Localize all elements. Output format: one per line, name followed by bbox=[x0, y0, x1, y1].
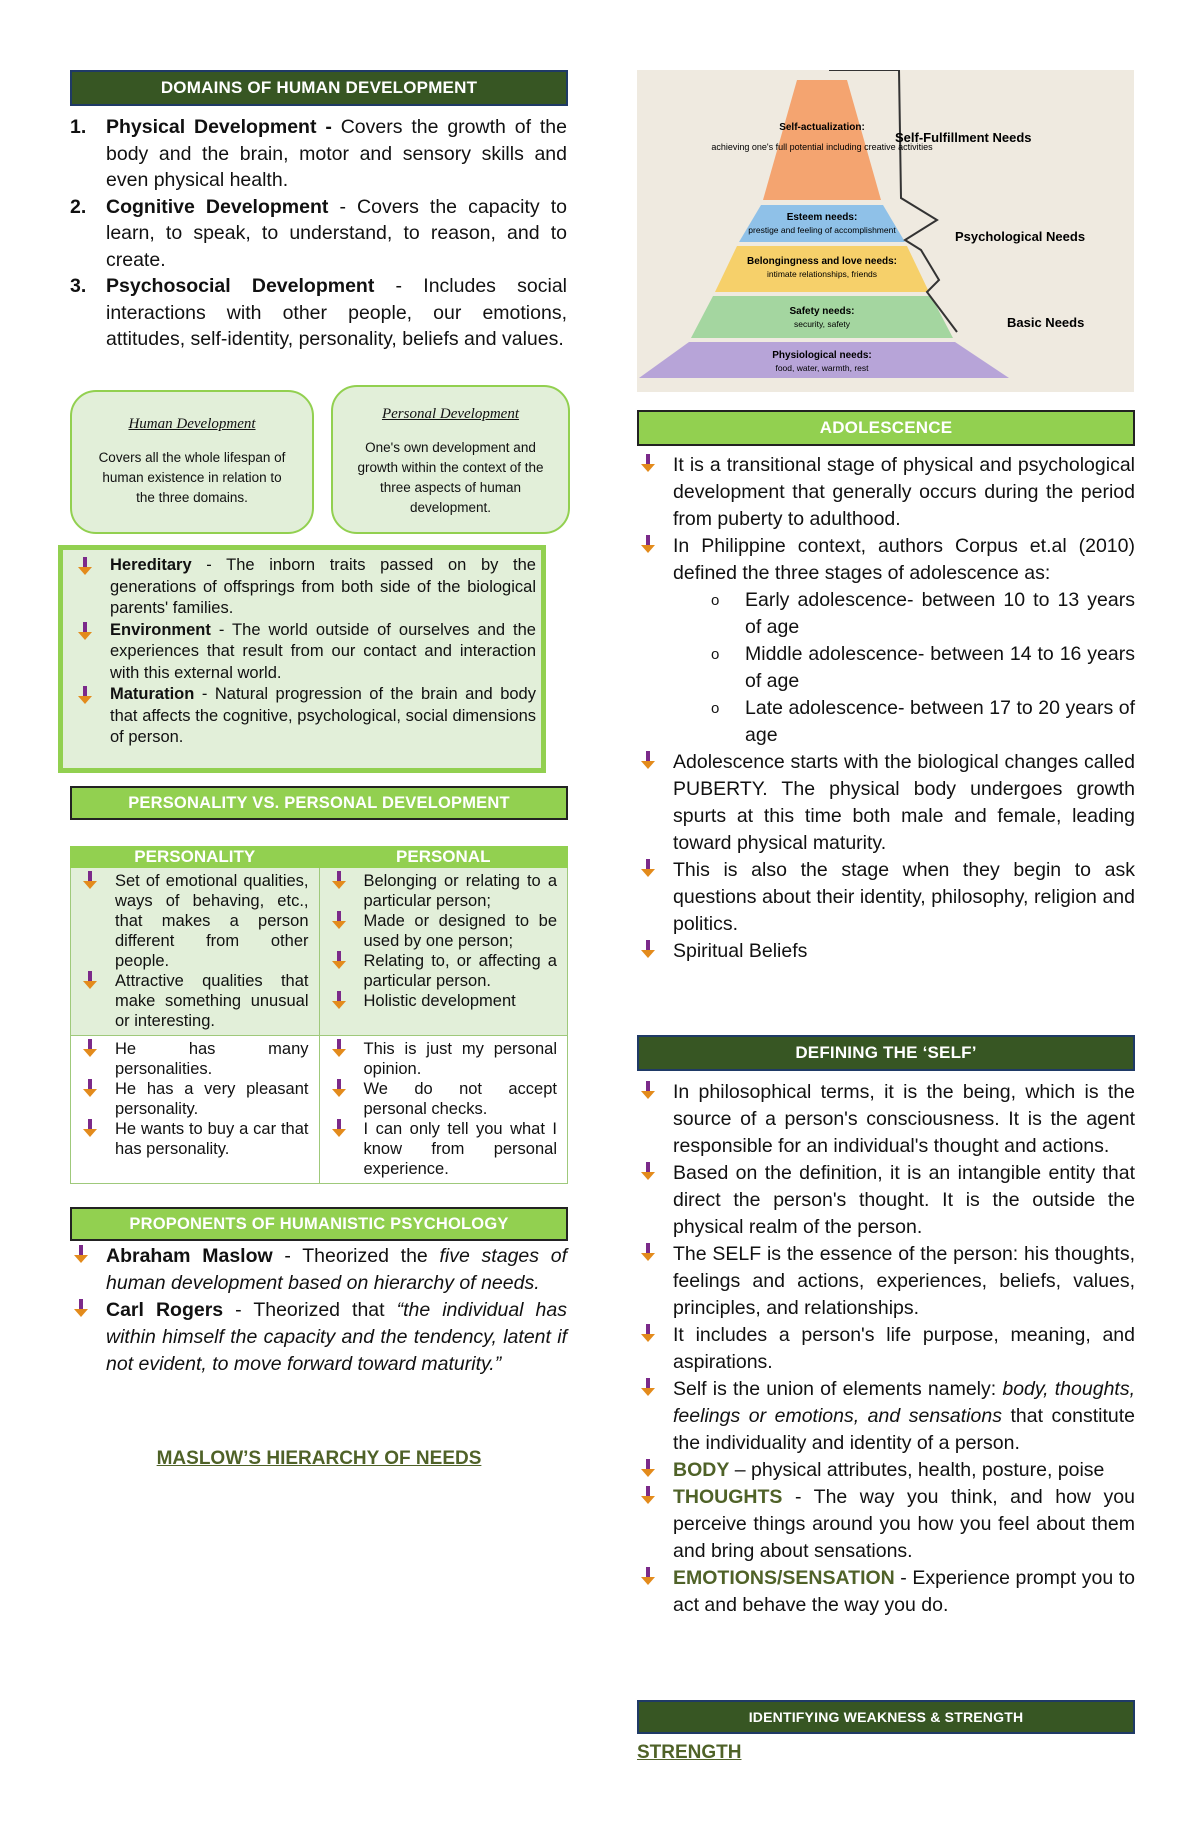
domains-banner: DOMAINS OF HUMAN DEVELOPMENT bbox=[70, 70, 568, 106]
list-item: It includes a person's life purpose, meaning, and aspirations. bbox=[637, 1322, 1135, 1376]
list-item: Holistic development bbox=[330, 991, 558, 1011]
pyramid-label: Belongingness and love needs: bbox=[746, 256, 898, 267]
arrow-bullet-icon bbox=[332, 871, 346, 889]
bubble-title: Personal Development bbox=[381, 406, 520, 422]
comparison-table bbox=[70, 846, 568, 1184]
arrow-bullet-icon bbox=[641, 1243, 655, 1261]
arrow-bullet-icon bbox=[332, 1039, 346, 1057]
arrow-bullet-icon bbox=[332, 911, 346, 929]
list-item: In philosophical terms, it is the being, which is the source of a person's consciousness. It is the agent responsible for an individual's thought and actions. bbox=[637, 1079, 1135, 1160]
pyramid-sublabel: prestige and feeling of accomplishment bbox=[748, 225, 896, 235]
arrow-bullet-icon bbox=[641, 535, 655, 553]
list-item: EMOTIONS/SENSATION - Experience prompt you to act and behave the way you do. bbox=[637, 1565, 1135, 1619]
list-item: Self is the union of elements namely: body, thoughts, feelings or emotions, and sensations that constitute the individuality and identity of a person. bbox=[637, 1376, 1135, 1457]
arrow-bullet-icon bbox=[332, 991, 346, 1009]
self-list bbox=[637, 1079, 1135, 1619]
list-item: o Late adolescence- between 17 to 20 years of age bbox=[711, 697, 1135, 746]
list-item: Made or designed to be used by one person; bbox=[330, 911, 558, 951]
bubble-title: Human Development bbox=[128, 416, 256, 432]
list-item: Hereditary - The inborn traits passed on by the generations of offsprings from both side of the biological parents' families. bbox=[74, 555, 536, 620]
arrow-bullet-icon bbox=[83, 1079, 97, 1097]
stages-list bbox=[673, 587, 1135, 749]
list-item: 1. Physical Development - Covers the growth of the body and the brain, motor and sensory skills and even physical health. bbox=[70, 116, 567, 191]
table-cell bbox=[319, 1036, 568, 1184]
circle-bullet-icon: o bbox=[711, 592, 720, 609]
pyramid-level-2 bbox=[739, 205, 905, 242]
strength-heading: STRENGTH bbox=[637, 1742, 742, 1763]
human-development-bubble bbox=[70, 390, 314, 534]
arrow-bullet-icon bbox=[332, 1079, 346, 1097]
pyramid-sublabel: achieving one's full potential including creative activities bbox=[711, 142, 933, 152]
pyramid-label: Self-actualization: bbox=[779, 122, 865, 133]
arrow-bullet-icon bbox=[83, 1119, 97, 1137]
table-cell bbox=[319, 868, 568, 1036]
list-item: The SELF is the essence of the person: his thoughts, feelings and actions, experiences, beliefs, values, principles, and relationships. bbox=[637, 1241, 1135, 1322]
pyramid-svg bbox=[637, 70, 1134, 392]
arrow-bullet-icon bbox=[83, 971, 97, 989]
pyramid-level-1 bbox=[763, 80, 881, 200]
list-item: 3. Psychosocial Development - Includes social interactions with other people, our emotions, attitudes, self-identity, personality, beliefs and values. bbox=[70, 275, 567, 350]
list-item: He has a very pleasant personality. bbox=[81, 1079, 309, 1119]
list-item: I can only tell you what I know from personal experience. bbox=[330, 1119, 558, 1179]
pyramid-label: Safety needs: bbox=[789, 306, 855, 317]
arrow-bullet-icon bbox=[332, 951, 346, 969]
column-header: PERSONAL bbox=[319, 847, 568, 868]
arrow-bullet-icon bbox=[641, 1378, 655, 1396]
domains-list bbox=[70, 114, 567, 353]
list-item: THOUGHTS - The way you think, and how you perceive things around you how you feel about them and bring about sensations. bbox=[637, 1484, 1135, 1565]
arrow-bullet-icon bbox=[641, 1486, 655, 1504]
maslow-pyramid-figure bbox=[637, 70, 1134, 392]
list-item: Set of emotional qualities, ways of behaving, etc., that makes a person different from other people. bbox=[81, 871, 309, 971]
arrow-bullet-icon bbox=[641, 1162, 655, 1180]
list-item: He has many personalities. bbox=[81, 1039, 309, 1079]
arrow-bullet-icon bbox=[332, 1119, 346, 1137]
pyramid-label: Physiological needs: bbox=[772, 350, 872, 361]
list-item: Relating to, or affecting a particular person. bbox=[330, 951, 558, 991]
list-item: We do not accept personal checks. bbox=[330, 1079, 558, 1119]
list-item: Attractive qualities that make something unusual or interesting. bbox=[81, 971, 309, 1031]
list-item: Belonging or relating to a particular person; bbox=[330, 871, 558, 911]
list-item: Environment - The world outside of ourselves and the experiences that result from our contact and interaction with this external world. bbox=[74, 620, 536, 685]
arrow-bullet-icon bbox=[83, 1039, 97, 1057]
pyramid-label: Esteem needs: bbox=[786, 212, 858, 223]
arrow-bullet-icon bbox=[78, 686, 92, 704]
factors-list bbox=[74, 555, 536, 749]
adolescence-list bbox=[637, 452, 1135, 965]
list-item: o Early adolescence- between 10 to 13 years of age bbox=[711, 589, 1135, 638]
list-item: Maturation - Natural progression of the brain and body that affects the cognitive, psychological, social dimensions of person. bbox=[74, 684, 536, 749]
adolescence-banner: ADOLESCENCE bbox=[637, 410, 1135, 446]
table-cell bbox=[71, 868, 320, 1036]
circle-bullet-icon: o bbox=[711, 700, 720, 717]
arrow-bullet-icon bbox=[641, 454, 655, 472]
list-item: Adolescence starts with the biological changes called PUBERTY. The physical body undergoes growth spurts at this time both male and female, leading toward physical maturity. bbox=[637, 749, 1135, 857]
arrow-bullet-icon bbox=[641, 1081, 655, 1099]
list-item: It is a transitional stage of physical and psychological development that generally occurs during the period from puberty to adulthood. bbox=[637, 452, 1135, 533]
list-item: Spiritual Beliefs bbox=[637, 938, 1135, 965]
personality-vs-banner: PERSONALITY VS. PERSONAL DEVELOPMENT bbox=[70, 786, 568, 820]
pyramid-sublabel: intimate relationships, friends bbox=[766, 269, 878, 279]
arrow-bullet-icon bbox=[641, 859, 655, 877]
arrow-bullet-icon bbox=[641, 1459, 655, 1477]
pyramid-level-4 bbox=[691, 296, 953, 338]
arrow-bullet-icon bbox=[641, 751, 655, 769]
group-label: Psychological Needs bbox=[955, 229, 1086, 244]
list-item: This is also the stage when they begin to ask questions about their identity, philosophy, religion and politics. bbox=[637, 857, 1135, 938]
list-item: He wants to buy a car that has personality. bbox=[81, 1119, 309, 1159]
circle-bullet-icon: o bbox=[711, 646, 720, 663]
table-cell bbox=[71, 1036, 320, 1184]
maslow-heading: MASLOW’S HIERARCHY OF NEEDS bbox=[156, 1448, 482, 1469]
column-header: PERSONALITY bbox=[71, 847, 320, 868]
weakness-strength-banner: IDENTIFYING WEAKNESS & STRENGTH bbox=[637, 1700, 1135, 1734]
arrow-bullet-icon bbox=[83, 871, 97, 889]
arrow-bullet-icon bbox=[78, 622, 92, 640]
pyramid-sublabel: food, water, warmth, rest bbox=[775, 363, 869, 373]
list-item: Based on the definition, it is an intangible entity that direct the person's thought. It is the outside the physical realm of the person. bbox=[637, 1160, 1135, 1241]
list-item: 2. Cognitive Development - Covers the capacity to learn, to speak, to understand, to reason, and to create. bbox=[70, 195, 567, 271]
list-item: In Philippine context, authors Corpus et.al (2010) defined the three stages of adolescence as: o Early adolescence- between 10 to 13 years of age o Middle adolescence- between 14 to 16 years of age o Late adolescence- between 17 to 20 years of age bbox=[637, 533, 1135, 749]
arrow-bullet-icon bbox=[641, 940, 655, 958]
arrow-bullet-icon bbox=[74, 1299, 88, 1317]
group-label: Basic Needs bbox=[1007, 315, 1085, 330]
personal-development-bubble bbox=[331, 385, 570, 534]
list-item: BODY – physical attributes, health, posture, poise bbox=[637, 1457, 1135, 1484]
proponents-banner: PROPONENTS OF HUMANISTIC PSYCHOLOGY bbox=[70, 1207, 568, 1241]
defining-self-banner: DEFINING THE ‘SELF’ bbox=[637, 1035, 1135, 1071]
arrow-bullet-icon bbox=[78, 557, 92, 575]
pyramid-sublabel: security, safety bbox=[793, 319, 851, 329]
arrow-bullet-icon bbox=[641, 1324, 655, 1342]
bubble-text: Covers all the whole lifespan of human existence in relation to the three domains. bbox=[98, 450, 286, 505]
list-item: This is just my personal opinion. bbox=[330, 1039, 558, 1079]
list-item: o Middle adolescence- between 14 to 16 years of age bbox=[711, 643, 1135, 692]
group-label: Self-Fulfillment Needs bbox=[895, 130, 1032, 145]
arrow-bullet-icon bbox=[641, 1567, 655, 1585]
bubble-text: One's own development and growth within the context of the three aspects of human development. bbox=[357, 440, 544, 515]
list-item: Carl Rogers - Theorized that “the individual has within himself the capacity and the tendency, latent if not evident, to move forward toward maturity.” bbox=[70, 1297, 567, 1378]
list-item: Abraham Maslow - Theorized the five stages of human development based on hierarchy of needs. bbox=[70, 1243, 567, 1297]
proponents-list bbox=[70, 1243, 567, 1378]
arrow-bullet-icon bbox=[74, 1245, 88, 1263]
